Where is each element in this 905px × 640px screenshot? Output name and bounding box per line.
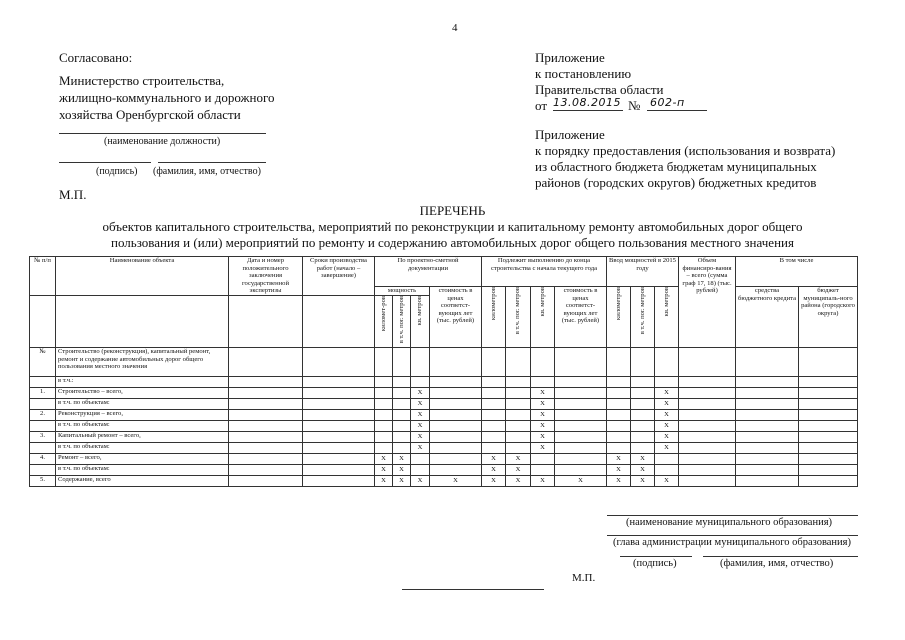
list-heading: ПЕРЕЧЕНЬ [419, 203, 486, 218]
table-row: 5. Содержание, всего X X X X X X X X X X X [30, 476, 858, 487]
appendix2-label: Приложение [535, 127, 605, 142]
header-financing: Объем финансиро-вания – всего (сумма граф 17, 18) (тыс. рублей) [679, 257, 736, 348]
header-commissioning: Ввод мощностей в 2015 году [607, 257, 679, 287]
header-including: В том числе [736, 257, 858, 287]
header-cost-design: стоимость в ценах соответст-вующих лет (тыс. рублей) [430, 287, 482, 348]
fio-caption: (фамилия, имя, отчество) [153, 166, 261, 177]
handwritten-date: 13.08.2015 [553, 96, 621, 109]
appendix-label: Приложение [535, 50, 605, 65]
head-caption: (глава администрации муниципального образования) [613, 537, 851, 548]
government-label: Правительства области [535, 82, 664, 97]
to-resolution-label: к постановлению [535, 66, 632, 81]
header-cost-complete: стоимость в ценах соответст-вующих лет (тыс. рублей) [555, 287, 607, 348]
fio-line [158, 162, 266, 163]
row-name: в т.ч. по объектам: [56, 465, 229, 476]
header-design-docs: По проектно-сметной документации [375, 257, 482, 287]
position-caption: (наименование должности) [104, 136, 221, 147]
order-line-3: районов (городских округов) бюджетных кредитов [535, 175, 817, 190]
agreed-label: Согласовано: [59, 50, 133, 65]
header-km-commission: километров [614, 287, 622, 320]
header-terms: Сроки производства работ (начало – завершение) [303, 257, 375, 296]
footer-signature-line [620, 556, 692, 557]
table-row: 2. Реконструкция – всего, X X X [30, 410, 858, 421]
row-name: в т.ч. по объектам: [56, 421, 229, 432]
stamp-label: М.П. [59, 187, 87, 202]
order-line-1: к порядку предоставления (использования и возврата) [535, 143, 836, 158]
header-credit-funds: средства бюджетного кредита [736, 287, 799, 348]
header-km-complete: километров [489, 287, 497, 320]
header-num: № п/п [30, 257, 56, 296]
row-name: Строительство – всего, [56, 388, 229, 399]
row-name: в т.ч. по объектам: [56, 443, 229, 454]
row-name: в т.ч. по объектам: [56, 399, 229, 410]
footer-stamp-label: М.П. [572, 572, 596, 584]
ministry-line-1: Министерство строительства, [59, 73, 225, 88]
position-line [59, 133, 266, 134]
date-underline [553, 110, 623, 111]
handwritten-number: 602-п [650, 96, 685, 109]
row-name: Строительство (реконструкция), капитальный ремонт, ремонт и содержание автомобильных дорог общего пользования местного значения [56, 348, 229, 377]
table-row: в т.ч. по объектам: X X X [30, 399, 858, 410]
signature-line [59, 162, 151, 163]
table-row: в т.ч. по объектам: X X X [30, 443, 858, 454]
list-title-line-2: пользования и (или) мероприятий по ремонту и содержанию автомобильных дорог общего пользования местного значения [111, 235, 794, 250]
number-sign: № [628, 98, 641, 113]
table-row: в т.ч. по объектам: X X X X X X [30, 465, 858, 476]
header-linear-commission: в т.ч. пог. метров [638, 287, 646, 335]
objects-table [29, 256, 858, 487]
header-linear-complete: в т.ч. пог. метров [514, 287, 522, 335]
page-number: 4 [452, 22, 458, 34]
header-expertise: Дата и номер положительного заключения государственной экспертизы [229, 257, 303, 296]
table-row [30, 377, 858, 388]
table-row: 3. Капитальный ремонт – всего, X X X [30, 432, 858, 443]
footer-fio-line [703, 556, 858, 557]
bottom-rule [402, 589, 544, 590]
signature-caption: (подпись) [96, 166, 138, 177]
header-to-complete: Подлежит выполнению до конца строительства с начала текущего года [482, 257, 607, 287]
table-row: 4. Ремонт – всего, X X X X X X [30, 454, 858, 465]
table-row: в т.ч. по объектам: X X X [30, 421, 858, 432]
header-km-design: километ-ров [379, 296, 387, 332]
header-capacity: мощность [375, 287, 430, 296]
municipality-caption: (наименование муниципального образования) [626, 517, 833, 528]
municipality-line [607, 515, 858, 516]
table-row: 1. Строительство – всего, X X X [30, 388, 858, 399]
table-row: № Строительство (реконструкция), капитальный ремонт, ремонт и содержание автомобильных дорог общего пользования местного значения [30, 348, 858, 377]
footer-signature-caption: (подпись) [633, 558, 677, 569]
order-line-2: из областного бюджета бюджетам муниципальных [535, 159, 817, 174]
header-sqm-commission: кв. метров [662, 287, 670, 317]
header-sqm-complete: кв. метров [538, 287, 546, 317]
from-label: от [535, 98, 548, 113]
header-sqm-design: кв. метров [416, 296, 424, 326]
header-linear-design: в т.ч. пог. метров [397, 296, 405, 344]
footer-fio-caption: (фамилия, имя, отчество) [720, 558, 834, 569]
list-title-line-1: объектов капитального строительства, мероприятий по реконструкции и капитальному ремонту автомобильных дорог общего [102, 219, 803, 234]
ministry-line-2: жилищно-коммунального и дорожного [59, 90, 275, 105]
header-name: Наименование объекта [56, 257, 229, 296]
ministry-line-3: хозяйства Оренбургской области [59, 107, 241, 122]
row-name: Содержание, всего [56, 476, 229, 487]
row-name: Ремонт – всего, [56, 454, 229, 465]
row-name: в т.ч.: [56, 377, 229, 388]
row-name: Реконструкция – всего, [56, 410, 229, 421]
header-municipal-budget: бюджет муниципаль-ного района (городского округа) [799, 287, 858, 348]
number-underline [647, 110, 707, 111]
head-line [607, 535, 858, 536]
row-name: Капитальный ремонт – всего, [56, 432, 229, 443]
